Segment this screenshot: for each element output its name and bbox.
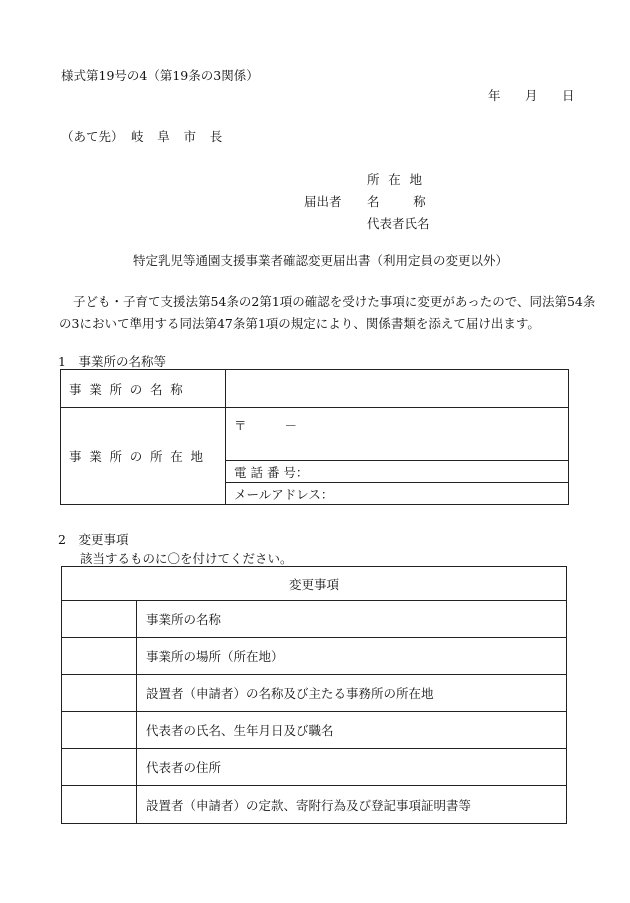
office-name-label: 事業所の名称 xyxy=(69,381,191,397)
date-month-label: 月 xyxy=(525,88,538,103)
change-item-3: 設置者（申請者）の名称及び主たる事務所の所在地 xyxy=(137,675,567,712)
change-item-2: 事業所の場所（所在地） xyxy=(137,638,567,675)
date-day-label: 日 xyxy=(562,88,575,103)
addressee-name: 岐阜市長 xyxy=(131,129,237,144)
change-item-check-2[interactable] xyxy=(62,638,137,675)
change-item-check-1[interactable] xyxy=(62,601,137,638)
document-title: 特定乳児等通園支援事業者確認変更届出書（利用定員の変更以外） xyxy=(133,253,509,268)
change-item-check-4[interactable] xyxy=(62,712,137,749)
addressee-prefix: （あて先） xyxy=(61,129,124,144)
applicant-address-label: 所在地 xyxy=(367,172,431,187)
postal-mark: 〒 xyxy=(234,418,247,433)
office-info-table xyxy=(60,369,569,505)
office-postal-value[interactable] xyxy=(226,408,569,461)
form-number: 様式第19号の4（第19条の3関係） xyxy=(61,68,259,83)
office-email-value[interactable] xyxy=(226,483,569,505)
section2-instruction: 該当するものに〇を付けてください。 xyxy=(80,551,293,566)
office-address-label-cell xyxy=(61,408,226,505)
postal-dash: － xyxy=(284,418,298,433)
change-table-header: 変更事項 xyxy=(62,567,567,601)
office-name-value[interactable] xyxy=(226,370,569,408)
applicant-label: 届出者 xyxy=(304,194,342,209)
body-text-line-1: 子ども・子育て支援法第54条の2第1項の確認を受けた事項に変更があったので、同法第54条 xyxy=(73,294,596,309)
section1-heading: 1 事業所の名称等 xyxy=(58,354,166,369)
change-item-check-5[interactable] xyxy=(62,749,137,786)
change-item-check-6[interactable] xyxy=(62,786,137,824)
applicant-representative-label: 代表者氏名 xyxy=(367,216,430,231)
office-address-label: 事業所の所在地 xyxy=(69,449,211,464)
section2-heading: 2 変更事項 xyxy=(58,532,129,547)
change-item-5: 代表者の住所 xyxy=(137,749,567,786)
change-item-6: 設置者（申請者）の定款、寄附行為及び登記事項証明書等 xyxy=(137,786,567,824)
applicant-name-label: 名称 xyxy=(367,194,460,209)
change-item-1: 事業所の名称 xyxy=(137,601,567,638)
office-phone-value[interactable] xyxy=(226,461,569,483)
change-item-check-3[interactable] xyxy=(62,675,137,712)
date-year-label: 年 xyxy=(488,88,501,103)
body-text-line-2: の3において準用する同法第47条第1項の規定により、関係書類を添えて届け出ます。 xyxy=(59,316,540,331)
change-items-table xyxy=(61,566,567,824)
office-name-label-cell xyxy=(61,370,226,408)
change-item-4: 代表者の氏名、生年月日及び職名 xyxy=(137,712,567,749)
phone-label: 電 話 番 号： xyxy=(234,464,309,480)
email-label: メールアドレス： xyxy=(234,486,334,502)
